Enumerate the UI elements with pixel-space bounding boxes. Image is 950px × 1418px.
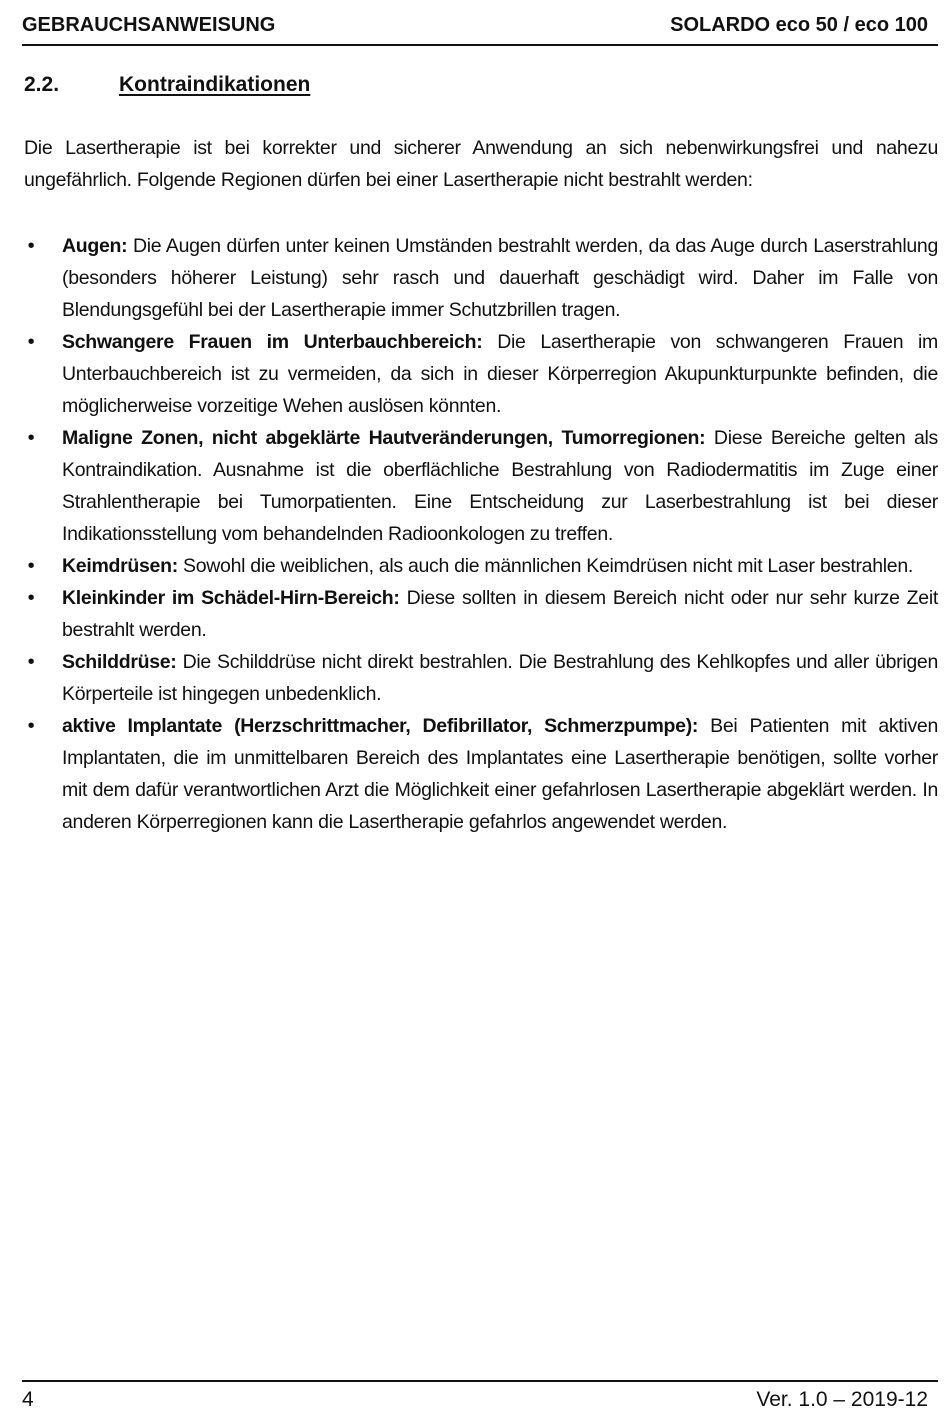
contraindication-list — [24, 230, 938, 838]
list-item — [24, 326, 938, 422]
intro-paragraph: Die Lasertherapie ist bei korrekter und sicherer Anwendung an sich nebenwirkungsfrei und nahezu ungefährlich. Folgende Regionen dürfen bei einer Lasertherapie nicht bestrahlt werden: — [24, 137, 938, 191]
list-item-term: Maligne Zonen, nicht abgeklärte Hautveränderungen, Tumorregionen: — [62, 427, 706, 449]
list-item-term: Schilddrüse: — [62, 651, 177, 673]
list-item — [24, 582, 938, 646]
page-number: 4 — [22, 1388, 34, 1411]
list-item — [24, 646, 938, 710]
bullet-icon: • — [27, 715, 35, 737]
bullet-icon: • — [27, 331, 35, 353]
document-body — [24, 132, 938, 838]
list-item-text: Sowohl die weiblichen, als auch die männlichen Keimdrüsen nicht mit Laser bestrahlen. — [177, 555, 914, 577]
section-number: 2.2. — [24, 73, 60, 96]
list-item-text: Diese sollten in diesem Bereich nicht oder nur sehr kurze Zeit bestrahlt werden. — [62, 587, 938, 641]
version-label: Ver. 1.0 – 2019-12 — [756, 1388, 928, 1411]
section-heading — [24, 70, 310, 100]
bullet-icon: • — [27, 651, 35, 673]
bullet-icon: • — [27, 587, 35, 609]
list-item-text: Bei Patienten mit aktiven Implantaten, die im unmittelbaren Bereich des Implantates eine Lasertherapie benötigen, sollte vorher mit dem dafür verantwortlichen Arzt die Möglichkeit einer gefahrlosen Lasertherapie abgeklärt werden. In anderen Körperregionen kann die Lasertherapie gefahrlos angewendet werden. — [62, 715, 938, 833]
list-item-term: Keimdrüsen: — [62, 555, 178, 577]
list-item — [24, 422, 938, 550]
list-item-text: Die Schilddrüse nicht direkt bestrahlen. Die Bestrahlung des Kehlkopfes und aller übrigen Körperteile ist hingegen unbedenklich. — [62, 651, 938, 705]
list-item-term: Augen: — [62, 235, 128, 257]
bullet-icon: • — [27, 555, 35, 577]
product-name-label: SOLARDO eco 50 / eco 100 — [670, 14, 928, 36]
list-item — [24, 550, 938, 582]
list-item — [24, 710, 938, 838]
bullet-icon: • — [27, 427, 35, 449]
list-item-text: Die Augen dürfen unter keinen Umständen bestrahlt werden, da das Auge durch Laserstrahlung (besonders höherer Leistung) sehr rasch und dauerhaft geschädigt wird. Daher im Falle von Blendungsgefühl bei der Lasertherapie immer Schutzbrillen tragen. — [62, 235, 938, 321]
list-item-text: Die Lasertherapie von schwangeren Frauen im Unterbauchbereich ist zu vermeiden, da sich in dieser Körperregion Akupunkturpunkte befinden, die möglicherweise vorzeitige Wehen auslösen könnten. — [62, 331, 939, 417]
list-item — [24, 230, 938, 326]
document-type-label: GEBRAUCHSANWEISUNG — [22, 14, 276, 36]
section-title: Kontraindikationen — [119, 73, 311, 96]
list-item-term: Schwangere Frauen im Unterbauchbereich: — [62, 331, 483, 353]
page-header — [22, 10, 938, 46]
list-item-term: Kleinkinder im Schädel-Hirn-Bereich: — [62, 587, 400, 609]
list-item-term: aktive Implantate (Herzschrittmacher, Defibrillator, Schmerzpumpe): — [62, 715, 699, 737]
list-item-text: Diese Bereiche gelten als Kontraindikation. Ausnahme ist die oberflächliche Bestrahlung von Radiodermatitis im Zuge einer Strahlentherapie bei Tumorpatienten. Eine Entscheidung zur Laserbestrahlung ist bei dieser Indikationsstellung vom behandelnden Radioonkologen zu treffen. — [62, 427, 938, 545]
page-footer — [22, 1380, 938, 1418]
bullet-icon: • — [27, 235, 35, 257]
